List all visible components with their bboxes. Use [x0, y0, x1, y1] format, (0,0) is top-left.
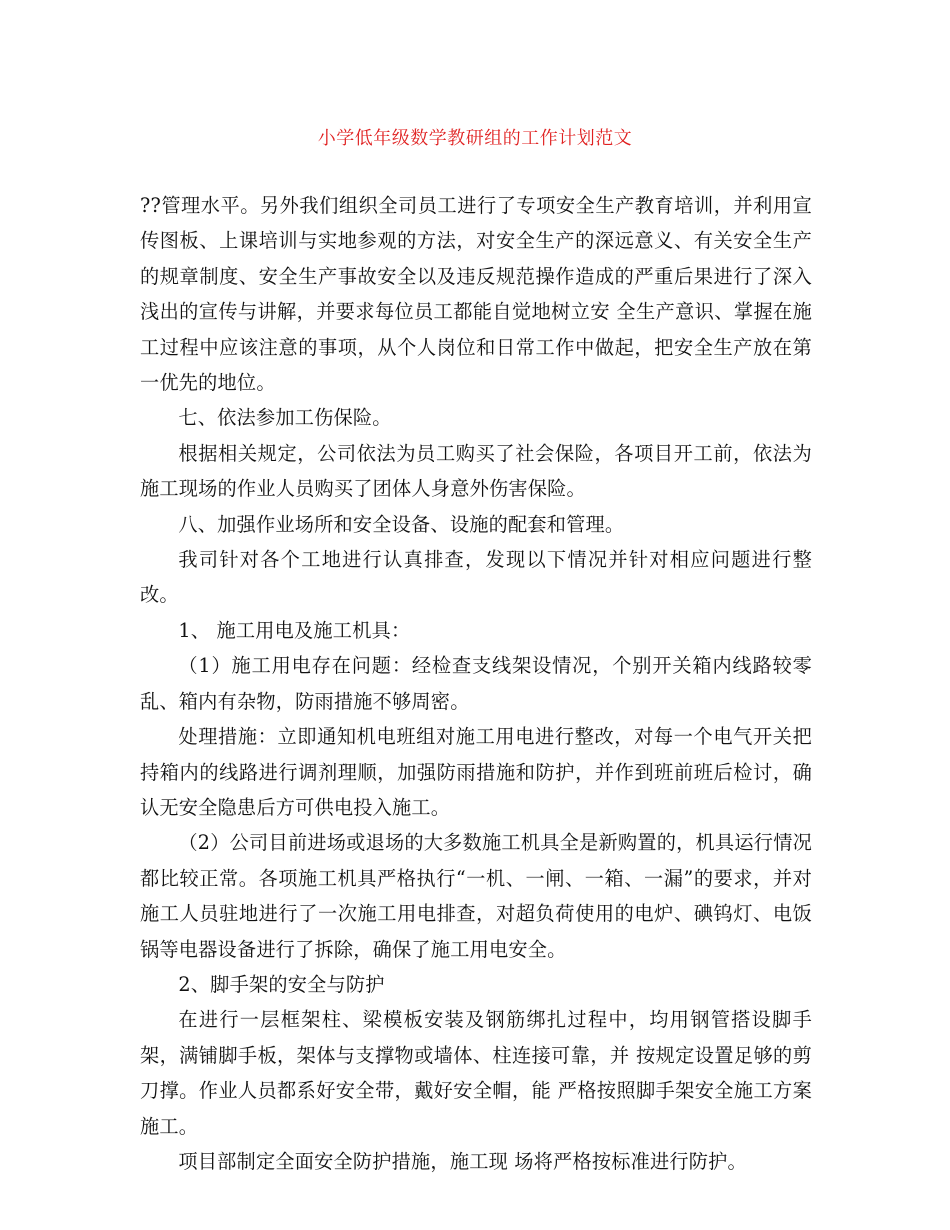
document-title: 小学低年级数学教研组的工作计划范文: [317, 128, 633, 149]
paragraph-4: 八、加强作业场所和安全设备、设施的配套和管理。: [178, 512, 625, 536]
paragraph-8: 处理措施：立即通知机电班组对施工用电进行整改，对每一个电气开关把持箱内的线路进行调剂理顺，加强防雨措施和防护，并作到班前班后检讨，确认无安全隐患后方可供电投入施工。: [140, 725, 812, 819]
paragraph-10: 2、脚手架的安全与防护: [178, 972, 385, 996]
document-body: [140, 188, 812, 1179]
paragraph-12: 项目部制定全面安全防护措施，施工现 场将严格按标准进行防护。: [178, 1149, 747, 1173]
paragraph-9: （2）公司目前进场或退场的大多数施工机具全是新购置的，机具运行情况都比较正常。各项施工机具严格执行“一机、一闸、一箱、一漏”的要求，并对施工人员驻地进行了一次施工用电排查，对超负荷使用的电炉、碘钨灯、电饭锅等电器设备进行了拆除，确保了施工用电安全。: [140, 831, 812, 961]
paragraph-3: 根据相关规定，公司依法为员工购买了社会保险，各项目开工前，依法为施工现场的作业人员购买了团体人身意外伤害保险。: [140, 441, 812, 501]
paragraph-5: 我司针对各个工地进行认真排查，发现以下情况并针对相应问题进行整改。: [140, 548, 812, 607]
paragraph-1: ??管理水平。另外我们组织全司员工进行了专项安全生产教育培训，并利用宣传图板、上课培训与实地参观的方法，对安全生产的深远意义、有关安全生产的规章制度、安全生产事故安全以及违反规范操作造成的严重后果进行了深入浅出的宣传与讲解，并要求每位员工都能自觉地树立安 全生产意识、掌握在施工过程中应该注意的事项，从个人岗位和日常工作中做起，把安全生产放在第一优先的地位。: [140, 194, 812, 395]
paragraph-11: 在进行一层框架柱、梁模板安装及钢筋绑扎过程中，均用钢管搭设脚手架，满铺脚手板，架体与支撑物或墙体、柱连接可靠，并 按规定设置足够的剪刀撑。作业人员都系好安全带，戴好安全帽，能 严格按照脚手架安全施工方案施工。: [140, 1008, 812, 1138]
paragraph-7: （1）施工用电存在问题：经检查支线架设情况，个别开关箱内线路较零乱、箱内有杂物，防雨措施不够周密。: [140, 654, 812, 713]
paragraph-2: 七、依法参加工伤保险。: [178, 406, 392, 430]
paragraph-6: 1、 施工用电及施工机具：: [178, 618, 411, 642]
